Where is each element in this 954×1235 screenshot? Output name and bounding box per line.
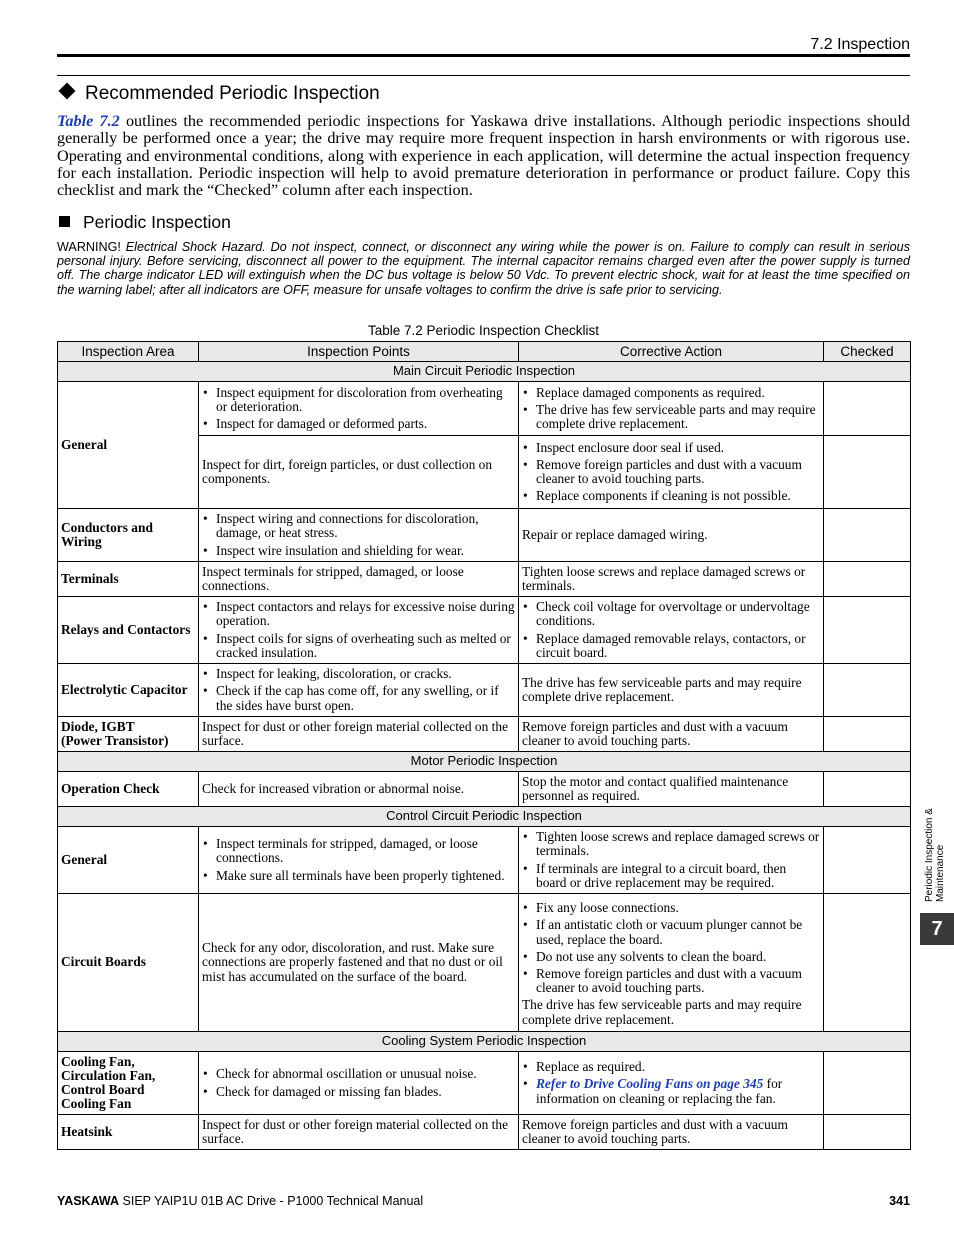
table-row xyxy=(58,894,911,1032)
points-cell xyxy=(199,1052,519,1115)
points-cell xyxy=(199,509,519,562)
checked-cell[interactable] xyxy=(824,597,911,664)
area-cell xyxy=(58,717,199,752)
side-tab-label xyxy=(921,790,953,902)
area-cell: Electrolytic Capacitor xyxy=(58,664,199,717)
footer-brand: YASKAWA xyxy=(57,1194,120,1208)
area-line: Cooling Fan xyxy=(61,1096,132,1112)
action-cell xyxy=(519,1052,824,1115)
action-cell: Repair or replace damaged wiring. xyxy=(519,509,824,562)
table-row xyxy=(58,827,911,894)
list-item: • Check for abnormal oscillation or unusual noise. xyxy=(202,1067,515,1081)
chapter-tab[interactable]: 7 xyxy=(920,913,954,945)
table-link[interactable]: Table 7.2 xyxy=(57,112,120,130)
page-number: 341 xyxy=(889,1194,910,1208)
checked-cell[interactable] xyxy=(824,436,911,509)
square-bullet-icon xyxy=(59,216,70,227)
column-header: Inspection Area xyxy=(58,342,199,362)
points-cell xyxy=(199,382,519,436)
action-note: The drive has few serviceable parts and may require complete drive replacement. xyxy=(522,997,802,1027)
subsection-title xyxy=(57,212,231,233)
section-row xyxy=(58,752,911,772)
list-item: • If an antistatic cloth or vacuum plunger cannot be used, replace the board. xyxy=(522,918,820,946)
warning-text: Electrical Shock Hazard. Do not inspect, connect, or disconnect any wiring while the power is on. Failure to comply can result in serious personal injury. Before servicing, disconnect all power to the equipment. The internal capacitor remains charged even after the power supply is turned off. The charge indicator LED will extinguish when the DC bus voltage is below 50 Vdc. To prevent electric shock, wait for at least the time specified on the warning label; after all indicators are OFF, measure for unsafe voltages to confirm the drive is safe prior to servicing. xyxy=(57,240,910,297)
list-item: • Replace as required. xyxy=(522,1060,820,1074)
footer-manual-title: SIEP YAIP1U 01B AC Drive - P1000 Technical Manual xyxy=(119,1194,424,1208)
section-title-text: Recommended Periodic Inspection xyxy=(85,83,380,104)
action-cell: Remove foreign particles and dust with a vacuum cleaner to avoid touching parts. xyxy=(519,717,824,752)
area-cell: Heatsink xyxy=(58,1115,199,1150)
section-title xyxy=(57,83,380,105)
side-tab-label-text: Periodic Inspection & Maintenance xyxy=(924,808,946,902)
action-cell: Tighten loose screws and replace damaged screws or terminals. xyxy=(519,562,824,597)
section-row xyxy=(58,1032,911,1052)
warning-paragraph xyxy=(57,240,910,297)
action-cell: Remove foreign particles and dust with a vacuum cleaner to avoid touching parts. xyxy=(519,1115,824,1150)
area-line: Diode, IGBT xyxy=(61,718,135,734)
section-label: Control Circuit Periodic Inspection xyxy=(58,807,911,827)
table-row xyxy=(58,509,911,562)
list-item: • Do not use any solvents to clean the board. xyxy=(522,950,820,964)
checked-cell[interactable] xyxy=(824,717,911,752)
area-cell: General xyxy=(58,827,199,894)
list-item: • Inspect equipment for discoloration from overheating or deterioration. xyxy=(202,386,515,414)
points-cell: Inspect terminals for stripped, damaged, or loose connections. xyxy=(199,562,519,597)
subsection-title-text: Periodic Inspection xyxy=(83,212,231,232)
intro-text: outlines the recommended periodic inspections for Yaskawa drive installations. Although periodic inspections should generally be performed once a year; the drive may require more frequent inspection in harsh environments or with rigorous use. Operating and environmental conditions, along with experience in each application, will determine the actual inspection frequency for each installation. Periodic inspection will help to avoid premature deterioration in performance or product failure. Copy this checklist and mark the “Checked” column after each inspection. xyxy=(57,112,910,200)
list-item xyxy=(522,1077,820,1105)
area-cell: Relays and Contactors xyxy=(58,597,199,664)
footer-manual xyxy=(57,1194,423,1208)
points-cell xyxy=(199,664,519,717)
list-item: • Inspect contactors and relays for excessive noise during operation. xyxy=(202,600,515,628)
list-item: • Inspect for leaking, discoloration, or cracks. xyxy=(202,667,515,681)
action-cell: The drive has few serviceable parts and may require complete drive replacement. xyxy=(519,664,824,717)
checked-cell[interactable] xyxy=(824,772,911,807)
area-line: Control Board xyxy=(61,1082,145,1097)
list-item: • Replace components if cleaning is not possible. xyxy=(522,489,820,503)
area-cell: Conductors and Wiring xyxy=(58,509,199,562)
action-cell: Stop the motor and contact qualified maintenance personnel as required. xyxy=(519,772,824,807)
column-header: Corrective Action xyxy=(519,342,824,362)
running-header: 7.2 Inspection xyxy=(810,36,910,53)
column-header: Inspection Points xyxy=(199,342,519,362)
points-cell: Check for any odor, discoloration, and rust. Make sure connections are properly fastened and that no dust or oil mist has accumulated on the surface of the board. xyxy=(199,894,519,1032)
list-item: • Remove foreign particles and dust with a vacuum cleaner to avoid touching parts. xyxy=(522,967,820,995)
table-row xyxy=(58,1115,911,1150)
list-item: • Tighten loose screws and replace damaged screws or terminals. xyxy=(522,830,820,858)
action-cell xyxy=(519,894,824,1032)
list-item: • Check coil voltage for overvoltage or undervoltage conditions. xyxy=(522,600,820,628)
area-line: Circulation Fan, xyxy=(61,1067,156,1083)
action-cell xyxy=(519,436,824,509)
area-cell: Circuit Boards xyxy=(58,894,199,1032)
diamond-bullet-icon xyxy=(59,83,76,100)
checked-cell[interactable] xyxy=(824,664,911,717)
checked-cell[interactable] xyxy=(824,1052,911,1115)
checked-cell[interactable] xyxy=(824,1115,911,1150)
checked-cell[interactable] xyxy=(824,827,911,894)
list-item: • Check for damaged or missing fan blades. xyxy=(202,1085,515,1099)
inspection-table xyxy=(57,341,911,1150)
warning-label: WARNING! xyxy=(57,240,121,254)
table-row xyxy=(58,562,911,597)
checked-cell[interactable] xyxy=(824,894,911,1032)
list-item: • The drive has few serviceable parts and may require complete drive replacement. xyxy=(522,403,820,431)
intro-paragraph xyxy=(57,113,910,199)
list-item: • Make sure all terminals have been properly tightened. xyxy=(202,869,515,883)
list-item: • Inspect for damaged or deformed parts. xyxy=(202,417,515,431)
list-item: • Inspect coils for signs of overheating such as melted or cracked insulation. xyxy=(202,632,515,660)
list-item: • Inspect wiring and connections for discoloration, damage, or heat stress. xyxy=(202,512,515,540)
checked-cell[interactable] xyxy=(824,382,911,436)
area-line: Cooling Fan, xyxy=(61,1053,135,1069)
section-label: Motor Periodic Inspection xyxy=(58,752,911,772)
points-cell: Inspect for dust or other foreign material collected on the surface. xyxy=(199,1115,519,1150)
area-cell: Terminals xyxy=(58,562,199,597)
table-row xyxy=(58,597,911,664)
list-item: • Check if the cap has come off, for any swelling, or if the sides have burst open. xyxy=(202,684,515,712)
header-rule-thin xyxy=(57,75,910,76)
points-cell xyxy=(199,827,519,894)
area-cell xyxy=(58,1052,199,1115)
table-row xyxy=(58,1052,911,1115)
table-row xyxy=(58,772,911,807)
list-item: • Remove foreign particles and dust with a vacuum cleaner to avoid touching parts. xyxy=(522,458,820,486)
cooling-fan-page-link[interactable]: Refer to Drive Cooling Fans on page 345 xyxy=(536,1076,764,1092)
list-item: • Inspect wire insulation and shielding for wear. xyxy=(202,544,515,558)
section-row xyxy=(58,362,911,382)
table-row xyxy=(58,664,911,717)
link-trailing-text: for information on cleaning or replacing the fan. xyxy=(536,1076,783,1106)
area-cell: General xyxy=(58,382,199,509)
table-caption: Table 7.2 Periodic Inspection Checklist xyxy=(367,323,600,338)
area-cell: Operation Check xyxy=(58,772,199,807)
action-cell xyxy=(519,382,824,436)
points-cell: Check for increased vibration or abnormal noise. xyxy=(199,772,519,807)
list-item: • Fix any loose connections. xyxy=(522,901,820,915)
action-cell xyxy=(519,597,824,664)
points-cell: Inspect for dust or other foreign material collected on the surface. xyxy=(199,717,519,752)
points-cell: Inspect for dirt, foreign particles, or dust collection on components. xyxy=(199,436,519,509)
area-line: (Power Transistor) xyxy=(61,733,169,748)
section-label: Main Circuit Periodic Inspection xyxy=(58,362,911,382)
list-item: • Inspect enclosure door seal if used. xyxy=(522,441,820,455)
table-row xyxy=(58,717,911,752)
header-rule xyxy=(57,54,910,57)
table-header-row xyxy=(58,342,911,362)
checked-cell[interactable] xyxy=(824,509,911,562)
table-row xyxy=(58,382,911,436)
points-cell xyxy=(199,597,519,664)
column-header: Checked xyxy=(824,342,911,362)
action-cell xyxy=(519,827,824,894)
list-item: • If terminals are integral to a circuit board, then board or drive replacement may be required. xyxy=(522,862,820,890)
list-item: • Replace damaged components as required. xyxy=(522,386,820,400)
list-item: • Inspect terminals for stripped, damaged, or loose connections. xyxy=(202,837,515,865)
list-item: • Replace damaged removable relays, contactors, or circuit board. xyxy=(522,632,820,660)
checked-cell[interactable] xyxy=(824,562,911,597)
section-label: Cooling System Periodic Inspection xyxy=(58,1032,911,1052)
section-row xyxy=(58,807,911,827)
